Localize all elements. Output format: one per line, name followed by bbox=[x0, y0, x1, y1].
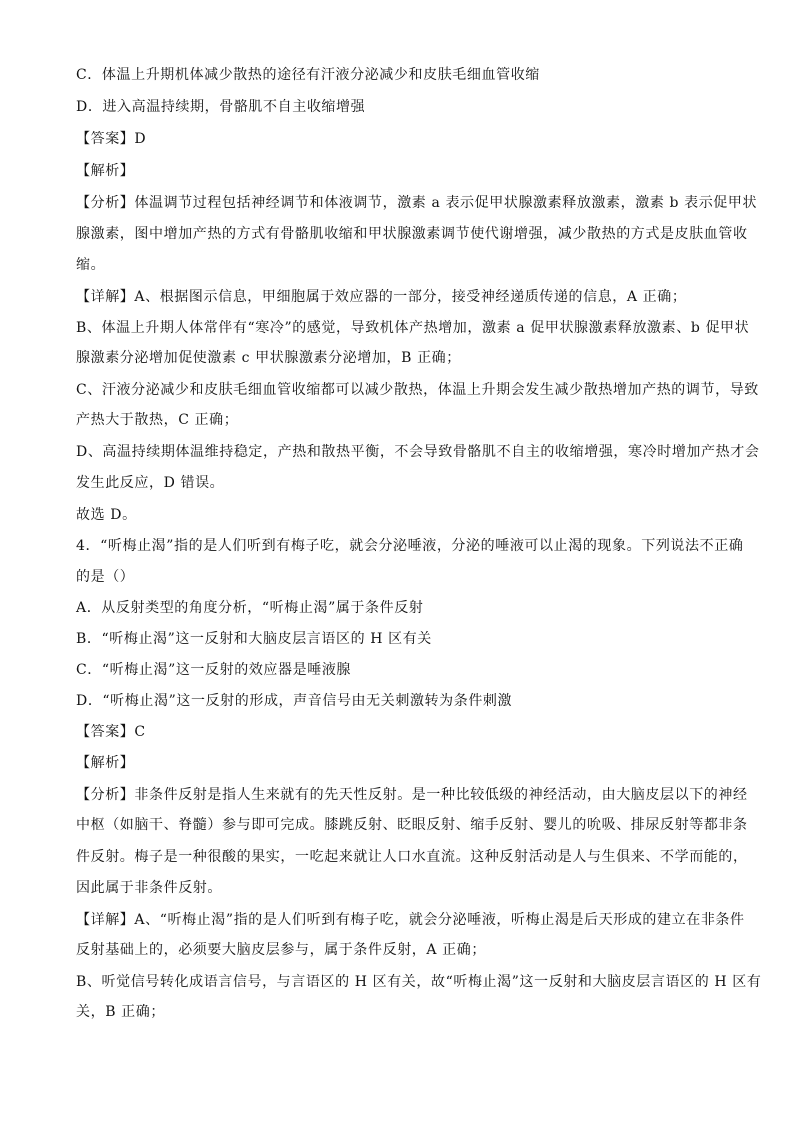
question-stem: 4．“听梅止渴”指的是人们听到有梅子吃，就会分泌唾液，分泌的唾液可以止渴的现象。下列说法不正确 bbox=[76, 538, 744, 554]
text-line: C．体温上升期机体减少散热的途径有汗液分泌减少和皮肤毛细血管收缩 bbox=[76, 67, 540, 83]
analysis-label: 【解析】 bbox=[76, 755, 135, 771]
text-line: 发生此反应，D 错误。 bbox=[76, 475, 225, 491]
text-line: 【详解】A、根据图示信息，甲细胞属于效应器的一部分，接受神经递质传递的信息，A 正确； bbox=[76, 289, 687, 305]
text-line: 【分析】非条件反射是指人生来就有的先天性反射。是一种比较低级的神经活动，由大脑皮层以下的神经 bbox=[76, 787, 748, 803]
question-stem: 的是（） bbox=[76, 569, 135, 585]
answer-label: 【答案】C bbox=[76, 724, 146, 740]
text-line: 腺激素，图中增加产热的方式有骨骼肌收缩和甲状腺激素调节使代谢增强，减少散热的方式是皮肤血管收 bbox=[76, 226, 748, 242]
answer-label: 【答案】D bbox=[76, 131, 147, 147]
text-line: 件反射。梅子是一种很酸的果实，一吃起来就让人口水直流。这种反射活动是人与生俱来、不学而能的， bbox=[76, 849, 748, 865]
text-line: 因此属于非条件反射。 bbox=[76, 880, 222, 896]
option-c: C．“听梅止渴”这一反射的效应器是唾液腺 bbox=[76, 662, 352, 678]
option-a: A．从反射类型的角度分析，“听梅止渴”属于条件反射 bbox=[76, 600, 424, 616]
text-line: D、高温持续期体温维持稳定，产热和散热平衡，不会导致骨骼肌不自主的收缩增强，寒冷时增加产热才会 bbox=[76, 444, 760, 460]
text-line: 【分析】体温调节过程包括神经调节和体液调节，激素 a 表示促甲状腺激素释放激素，激素 b 表示促甲状 bbox=[76, 195, 758, 211]
text-line: 故选 D。 bbox=[76, 507, 137, 523]
text-line: 反射基础上的，必须要大脑皮层参与，属于条件反射，A 正确； bbox=[76, 942, 486, 958]
text-line: 中枢（如脑干、脊髓）参与即可完成。膝跳反射、眨眼反射、缩手反射、婴儿的吮吸、排尿反射等都非条 bbox=[76, 817, 748, 833]
text-line: 产热大于散热，C 正确； bbox=[76, 412, 239, 428]
text-line: 关，B 正确； bbox=[76, 1004, 165, 1020]
analysis-label: 【解析】 bbox=[76, 163, 135, 179]
text-line: B、体温上升期人体常伴有“寒冷”的感觉，导致机体产热增加，激素 a 促甲状腺激素释放激素、b 促甲状 bbox=[76, 320, 750, 336]
text-line: B、听觉信号转化成语言信号，与言语区的 H 区有关，故“听梅止渴”这一反射和大脑皮层言语区的 H 区有 bbox=[76, 974, 762, 990]
text-line: 【详解】A、“听梅止渴”指的是人们听到有梅子吃，就会分泌唾液，听梅止渴是后天形成的建立在非条件 bbox=[76, 912, 745, 928]
text-line: C、汗液分泌减少和皮肤毛细血管收缩都可以减少散热，体温上升期会发生减少散热增加产热的调节，导致 bbox=[76, 382, 759, 398]
text-line: 缩。 bbox=[76, 257, 106, 273]
text-line: 腺激素分泌增加促使激素 c 甲状腺激素分泌增加，B 正确； bbox=[76, 350, 461, 366]
text-line: D．进入高温持续期，骨骼肌不自主收缩增强 bbox=[76, 99, 366, 115]
option-d: D．“听梅止渴”这一反射的形成，声音信号由无关刺激转为条件刺激 bbox=[76, 693, 513, 709]
option-b: B．“听梅止渴”这一反射和大脑皮层言语区的 H 区有关 bbox=[76, 631, 432, 647]
